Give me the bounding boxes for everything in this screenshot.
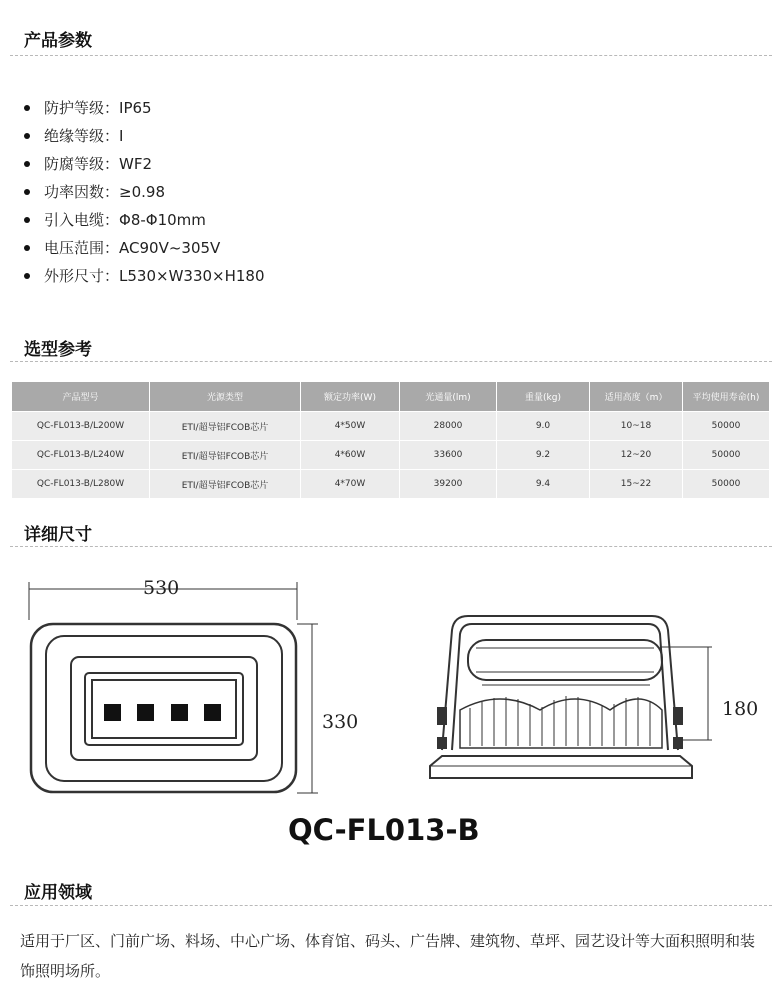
table-cell: QC-FL013-B/L240W (12, 441, 150, 470)
table-cell: 4*50W (301, 412, 400, 441)
table-cell: QC-FL013-B/L200W (12, 412, 150, 441)
table-row (12, 470, 770, 499)
table-cell: 12~20 (590, 441, 683, 470)
table-cell: 4*70W (301, 470, 400, 499)
section-title-params: 产品参数 (24, 31, 92, 51)
spec-item (24, 150, 265, 178)
table-cell: ETI/超导铝FCOB芯片 (150, 441, 301, 470)
table-cell: 50000 (683, 412, 770, 441)
table-cell: 10~18 (590, 412, 683, 441)
spec-label: 防护等级： (44, 99, 120, 117)
table-cell: 39200 (400, 470, 497, 499)
divider (10, 905, 772, 906)
table-cell: 15~22 (590, 470, 683, 499)
spec-label: 电压范围： (44, 239, 120, 257)
spec-item (24, 262, 265, 290)
table-row (12, 412, 770, 441)
table-cell: ETI/超导铝FCOB芯片 (150, 412, 301, 441)
spec-item (24, 178, 265, 206)
bullet-icon (24, 161, 30, 167)
column-header: 重量(kg) (497, 382, 590, 412)
column-header: 额定功率(W) (301, 382, 400, 412)
column-header: 平均使用寿命(h) (683, 382, 770, 412)
table-cell: 28000 (400, 412, 497, 441)
table-cell: 50000 (683, 470, 770, 499)
divider (10, 361, 772, 362)
spec-label: 防腐等级： (44, 155, 120, 173)
spec-value: AC90V~305V (119, 239, 221, 257)
bullet-icon (24, 133, 30, 139)
column-header: 光通量(lm) (400, 382, 497, 412)
table-cell: 50000 (683, 441, 770, 470)
dimension-drawing (0, 560, 776, 860)
spec-label: 功率因数： (44, 183, 120, 201)
table-cell: QC-FL013-B/L280W (12, 470, 150, 499)
spec-list (24, 94, 265, 290)
width-label: 530 (143, 577, 180, 599)
bullet-icon (24, 273, 30, 279)
spec-item (24, 94, 265, 122)
divider (10, 55, 772, 56)
table-cell: 4*60W (301, 441, 400, 470)
side-view (430, 616, 712, 778)
spec-value: L530×W330×H180 (119, 267, 265, 285)
table-cell: 9.0 (497, 412, 590, 441)
spec-item (24, 206, 265, 234)
bullet-icon (24, 245, 30, 251)
spec-item (24, 234, 265, 262)
column-header: 光源类型 (150, 382, 301, 412)
table-cell: 9.2 (497, 441, 590, 470)
bullet-icon (24, 189, 30, 195)
spec-label: 引入电缆： (44, 211, 120, 229)
table-header-row (12, 382, 770, 412)
divider (10, 546, 772, 547)
section-title-selection: 选型参考 (24, 340, 92, 360)
spec-value: I (119, 127, 124, 145)
spec-label: 外形尺寸： (44, 267, 120, 285)
column-header: 产品型号 (12, 382, 150, 412)
table-cell: 9.4 (497, 470, 590, 499)
section-title-application: 应用领域 (24, 883, 92, 903)
height-label: 180 (722, 698, 759, 720)
application-text: 适用于厂区、门前广场、料场、中心广场、体育馆、码头、广告牌、建筑物、草坪、园艺设计等大面积照明和装饰照明场所。 (20, 932, 756, 980)
depth-label: 330 (322, 711, 359, 733)
spec-value: IP65 (119, 99, 152, 117)
section-title-dimensions: 详细尺寸 (24, 525, 92, 545)
spec-item (24, 122, 265, 150)
spec-value: ≥0.98 (119, 183, 165, 201)
table-cell: ETI/超导铝FCOB芯片 (150, 470, 301, 499)
bullet-icon (24, 217, 30, 223)
model-label: QC-FL013-B (288, 813, 480, 847)
selection-table (11, 381, 770, 499)
column-header: 适用高度（m） (590, 382, 683, 412)
bullet-icon (24, 105, 30, 111)
front-view (29, 582, 318, 793)
table-cell: 33600 (400, 441, 497, 470)
spec-value: WF2 (119, 155, 153, 173)
spec-label: 绝缘等级： (44, 127, 120, 145)
table-row (12, 441, 770, 470)
spec-value: Φ8-Φ10mm (119, 211, 206, 229)
